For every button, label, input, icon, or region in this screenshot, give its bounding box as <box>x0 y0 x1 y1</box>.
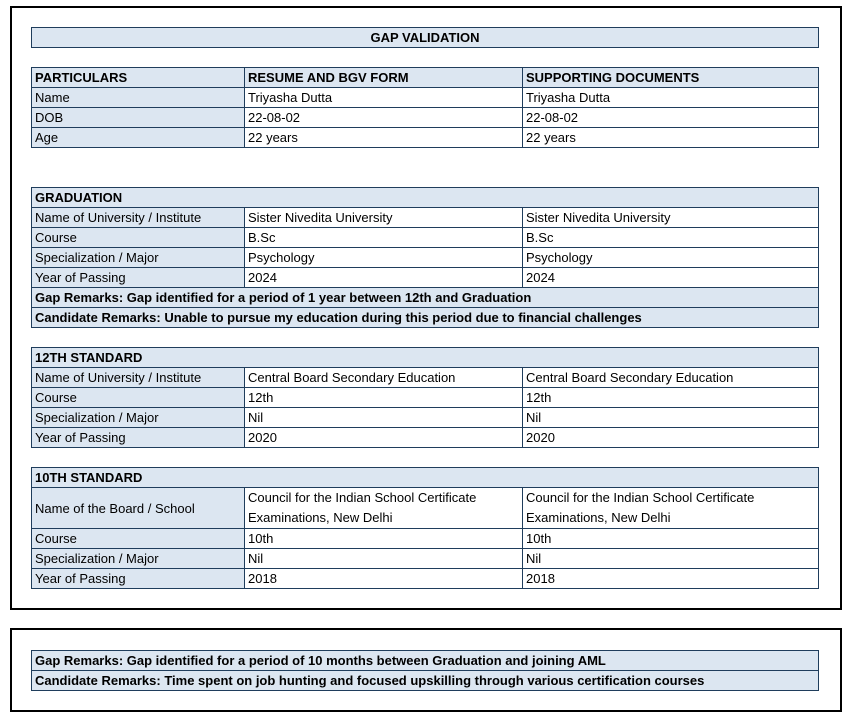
resume-value: Sister Nivedita University <box>245 208 523 228</box>
table-row <box>32 128 819 148</box>
resume-value: B.Sc <box>245 228 523 248</box>
resume-value: 2024 <box>245 268 523 288</box>
resume-value: 10th <box>245 529 523 549</box>
page-title: GAP VALIDATION <box>31 27 819 48</box>
row-label: Specialization / Major <box>32 549 245 569</box>
resume-value: Triyasha Dutta <box>245 88 523 108</box>
row-label: Course <box>32 388 245 408</box>
standard12-table <box>31 347 819 448</box>
table-row <box>32 549 819 569</box>
table-row <box>32 428 819 448</box>
final-candidate-remarks: Candidate Remarks: Time spent on job hunting and focused upskilling through various certification courses <box>32 671 819 691</box>
supporting-value: Council for the Indian School Certificate Examinations, New Delhi <box>523 488 819 529</box>
resume-value: Central Board Secondary Education <box>245 368 523 388</box>
supporting-value: Sister Nivedita University <box>523 208 819 228</box>
supporting-value: 10th <box>523 529 819 549</box>
table-row <box>32 88 819 108</box>
supporting-value: 22 years <box>523 128 819 148</box>
row-label: Specialization / Major <box>32 248 245 268</box>
table-row <box>32 208 819 228</box>
standard10-table <box>31 467 819 589</box>
row-label: Age <box>32 128 245 148</box>
resume-value: 22-08-02 <box>245 108 523 128</box>
row-label: Name of University / Institute <box>32 368 245 388</box>
gap-remarks: Gap Remarks: Gap identified for a period of 1 year between 12th and Graduation <box>32 288 819 308</box>
supporting-value: 22-08-02 <box>523 108 819 128</box>
supporting-value: 12th <box>523 388 819 408</box>
resume-value: 22 years <box>245 128 523 148</box>
header-resume: RESUME AND BGV FORM <box>245 68 523 88</box>
personal-table <box>31 67 819 148</box>
header-supporting: SUPPORTING DOCUMENTS <box>523 68 819 88</box>
header-particulars: PARTICULARS <box>32 68 245 88</box>
table-row <box>32 569 819 589</box>
table-row <box>32 228 819 248</box>
row-label: Year of Passing <box>32 428 245 448</box>
supporting-value: Psychology <box>523 248 819 268</box>
row-label: DOB <box>32 108 245 128</box>
supporting-value: 2018 <box>523 569 819 589</box>
row-label: Year of Passing <box>32 569 245 589</box>
table-row <box>32 248 819 268</box>
table-row <box>32 108 819 128</box>
row-label: Year of Passing <box>32 268 245 288</box>
row-label: Name of the Board / School <box>32 488 245 529</box>
table-row <box>32 368 819 388</box>
row-label: Specialization / Major <box>32 408 245 428</box>
graduation-table <box>31 187 819 328</box>
resume-value: Council for the Indian School Certificate Examinations, New Delhi <box>245 488 523 529</box>
row-label: Name <box>32 88 245 108</box>
section-heading: GRADUATION <box>32 188 819 208</box>
table-row <box>32 529 819 549</box>
row-label: Course <box>32 228 245 248</box>
row-label: Name of University / Institute <box>32 208 245 228</box>
supporting-value: 2024 <box>523 268 819 288</box>
supporting-value: Triyasha Dutta <box>523 88 819 108</box>
final-remarks-table <box>31 650 819 691</box>
resume-value: Psychology <box>245 248 523 268</box>
resume-value: Nil <box>245 549 523 569</box>
resume-value: 2018 <box>245 569 523 589</box>
supporting-value: B.Sc <box>523 228 819 248</box>
final-gap-remarks: Gap Remarks: Gap identified for a period of 10 months between Graduation and joining AML <box>32 651 819 671</box>
resume-value: Nil <box>245 408 523 428</box>
supporting-value: Nil <box>523 408 819 428</box>
candidate-remarks: Candidate Remarks: Unable to pursue my education during this period due to financial challenges <box>32 308 819 328</box>
header-row <box>32 68 819 88</box>
supporting-value: Central Board Secondary Education <box>523 368 819 388</box>
table-row <box>32 488 819 529</box>
row-label: Course <box>32 529 245 549</box>
section-heading: 10TH STANDARD <box>32 468 819 488</box>
table-row <box>32 388 819 408</box>
resume-value: 2020 <box>245 428 523 448</box>
supporting-value: 2020 <box>523 428 819 448</box>
section-heading: 12TH STANDARD <box>32 348 819 368</box>
supporting-value: Nil <box>523 549 819 569</box>
table-row <box>32 408 819 428</box>
resume-value: 12th <box>245 388 523 408</box>
table-row <box>32 268 819 288</box>
